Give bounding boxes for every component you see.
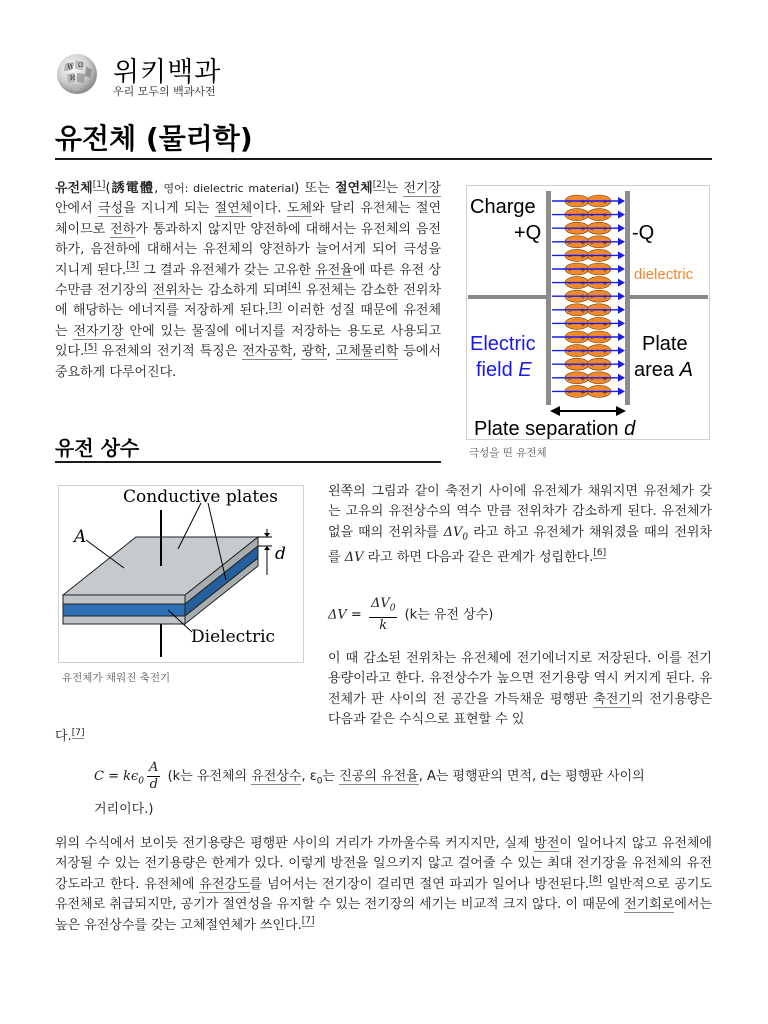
link-optics[interactable]: 광학	[301, 344, 327, 360]
svg-text:–: –	[568, 211, 572, 220]
ref-4[interactable]: [4]	[288, 281, 301, 292]
svg-text:+: +	[602, 238, 608, 247]
label-charge: Charge	[470, 196, 536, 218]
ref-6[interactable]: [6]	[593, 548, 607, 559]
equation-voltage: ΔV = $\frac{\Delta V_0}{k}$ (k는 유전 상수)	[328, 596, 494, 633]
svg-text:+: +	[602, 347, 608, 356]
svg-text:+: +	[580, 225, 586, 234]
svg-text:+: +	[602, 198, 608, 206]
link-solid-state-physics[interactable]: 고체물리학	[335, 344, 399, 360]
svg-text:+: +	[602, 334, 608, 342]
svg-text:Ω: Ω	[78, 62, 83, 69]
link-conductor[interactable]: 도체	[286, 201, 312, 217]
title-divider	[55, 158, 712, 160]
wikipedia-globe-icon	[55, 52, 99, 96]
connector-text: 또는	[304, 181, 330, 196]
equation-capacitance: $C = k\epsilon_0$ $\frac{A}{d}$ (k는 유전체의 유전상수, $\varepsilon_0$는 진공의 유전율, A는 평행판의 면적, d는 평행판 사이의	[94, 760, 645, 792]
label-field: field E	[476, 359, 532, 381]
link-capacitor[interactable]: 축전기	[593, 691, 632, 707]
dielectric-constant-paragraph: 왼쪽의 그림과 같이 축전기 사이에 유전체가 채워지면 유전체가 갖는 고유의 유전상수의 역수 만큼 전위차가 감소하게 된다. 유전체가 없을 때의 전위차를 $\Delta V_0$ 라고 하고 유전체가 채워졌을 때의 전위차를 ΔV 라고 하면 다음과 같은 관계가 성립한다.[6]	[328, 484, 712, 565]
hanja-term: 誘電體	[110, 181, 155, 196]
eq2-epsilon: , ε	[301, 769, 317, 784]
svg-text:–: –	[568, 238, 572, 247]
label-conductive-plates: Conductive plates	[123, 487, 278, 507]
svg-text:+: +	[580, 306, 586, 315]
svg-text:–: –	[568, 320, 572, 329]
svg-text:–: –	[590, 388, 594, 397]
svg-text:–: –	[590, 320, 594, 329]
svg-text:+: +	[580, 374, 586, 383]
svg-text:–: –	[590, 266, 594, 274]
svg-text:–: –	[568, 198, 572, 206]
ref-7b[interactable]: [7]	[301, 916, 315, 927]
svg-text:–: –	[590, 225, 594, 234]
site-tagline: 우리 모두의 백과사전	[113, 85, 216, 98]
svg-text:–: –	[590, 374, 594, 383]
label-plus-q: +Q	[514, 222, 542, 244]
label-area: area A	[634, 359, 693, 381]
link-electric-circuit[interactable]: 전기회로	[624, 897, 675, 913]
svg-text:–: –	[568, 279, 572, 288]
term-insulator: 절연체	[335, 181, 373, 196]
svg-text:+: +	[580, 388, 586, 397]
svg-text:+: +	[580, 320, 586, 329]
svg-text:W: W	[67, 63, 75, 71]
svg-text:+: +	[580, 198, 586, 206]
svg-text:+: +	[602, 374, 608, 383]
equation1-note: (k는 유전 상수)	[404, 607, 494, 623]
link-insulator[interactable]: 절연체	[214, 201, 253, 217]
link-dielectric-constant[interactable]: 유전상수	[251, 769, 302, 784]
figure1-caption: 극성을 띤 유전체	[469, 447, 547, 459]
svg-text:+: +	[602, 361, 608, 370]
section-divider	[55, 461, 441, 463]
svg-text:–: –	[590, 334, 594, 342]
eq2-mid: 는	[322, 769, 336, 784]
ref-2[interactable]: [2]	[372, 179, 386, 190]
svg-text:+: +	[580, 293, 586, 302]
svg-text:+: +	[580, 334, 586, 342]
breakdown-paragraph: 위의 수식에서 보이듯 전기용량은 평행판 사이의 거리가 가까울수록 커지지만, 실제 방전이 일어나지 않고 유전체에 저장될 수 있는 전기용량은 한계가 있다. 이렇게 방전을 일으키지 않고 걸어줄 수 있는 최대 전기장을 유전체의 유전 강도라고 한다. 유전체에 유전강도를 넘어서는 전기장이 걸리면 절연 파괴가 일어나 방전된다.[8] 일반적으로 공기도 유전체로 취급되지만, 공기가 절연성을 유지할 수 있는 전기장의 세기는 비교적 크지 않다. 이 때문에 전기회로에서는 높은 유전상수를 갖는 고체절연체가 쓰인다.[7]	[55, 836, 712, 933]
svg-text:–: –	[568, 293, 572, 302]
ref-7[interactable]: [7]	[71, 727, 85, 738]
equation-capacitance-tail: 거리이다.)	[94, 802, 154, 817]
svg-text:+: +	[580, 238, 586, 247]
label-electric: Electric	[470, 333, 536, 355]
ref-3b[interactable]: [3]	[268, 302, 282, 313]
svg-text:+: +	[580, 266, 586, 274]
link-potential-difference[interactable]: 전위차	[152, 283, 191, 299]
svg-text:+: +	[602, 279, 608, 288]
link-polarity[interactable]: 극성	[98, 201, 124, 217]
svg-text:+: +	[602, 225, 608, 234]
svg-text:+: +	[580, 211, 586, 220]
link-discharge[interactable]: 방전	[534, 836, 560, 851]
svg-text:–: –	[590, 347, 594, 356]
svg-text:–: –	[568, 306, 572, 315]
svg-text:–: –	[568, 266, 572, 274]
svg-text:–: –	[590, 361, 594, 370]
eq2-rest: , A는 평행판의 면적, d는 평행판 사이의	[418, 769, 645, 784]
capacitance-paragraph-end: 다.[7]	[55, 727, 85, 744]
svg-text:+: +	[580, 361, 586, 370]
svg-text:+: +	[602, 320, 608, 329]
site-logo[interactable]	[55, 50, 255, 102]
svg-text:–: –	[568, 252, 572, 261]
link-permittivity[interactable]: 유전율	[315, 262, 353, 278]
label-distance-d: d	[275, 544, 286, 564]
svg-text:+: +	[602, 266, 608, 274]
term-dielectric: 유전체	[55, 181, 93, 196]
svg-text:–: –	[568, 334, 572, 342]
svg-text:–: –	[568, 361, 572, 370]
ref-3[interactable]: [3]	[126, 261, 139, 272]
svg-text:–: –	[590, 293, 594, 302]
lang-note: 영어: dielectric material	[163, 182, 295, 195]
svg-text:–: –	[568, 225, 572, 234]
link-electric-field[interactable]: 전기장	[403, 181, 441, 196]
figure2-caption: 유전체가 채워진 축전기	[62, 672, 171, 684]
svg-text:И: И	[70, 75, 76, 82]
capacitance-paragraph: 이 때 감소된 전위차는 유전체에 전기에너지로 저장된다. 이를 전기용량이라고 한다. 유전상수가 높으면 전기용량 역시 커지게 된다. 유전체가 판 사이의 전 공간을 가득채운 평행판 축전기의 전기용량은 다음과 같은 수식으로 표현할 수 있	[328, 651, 712, 728]
svg-text:+: +	[580, 347, 586, 356]
ref-1[interactable]: [1]	[92, 179, 106, 190]
label-dielectric-layer: Dielectric	[191, 627, 276, 647]
link-vacuum-permittivity[interactable]: 진공의 유전율	[339, 769, 419, 784]
link-dielectric-strength[interactable]: 유전강도	[199, 876, 250, 892]
label-dielectric: dielectric	[634, 266, 694, 283]
svg-text:–: –	[590, 198, 594, 206]
label-area-a: A	[74, 527, 87, 547]
svg-text:–: –	[568, 347, 572, 356]
intro-paragraph: 유전체[1](誘電體, 영어: dielectric material) 또는 절연체[2]는 전기장 안에서 극성을 지니게 되는 절연체이다. 도체와 달리 유전체는 절연체이므로 전하가 통과하지 않지만 양전하에 대해서는 유전체의 음전하가, 음전하에 대해서는 유전체의 양전하가 늘어서게 되어 극성을 지니게 된다.[3] 그 결과 유전체가 갖는 고유한 유전율에 따른 유전 상수만큼 전기장의 전위차는 감소하게 되며[4] 유전체는 감소한 전위차에 해당하는 에너지를 저장하게 된다.[3] 이러한 성질 때문에 유전체는 전자기장 안에 있는 물질에 에너지를 저장하는 용도로 사용되고 있다.[5] 유전체의 전기적 특징은 전자공학, 광학, 고체물리학 등에서 중요하게 다루어진다.	[55, 179, 442, 380]
svg-text:+: +	[580, 252, 586, 261]
svg-text:+: +	[602, 293, 608, 302]
svg-text:+: +	[580, 279, 586, 288]
page-title: 유전체 (물리학)	[55, 122, 253, 155]
section-heading: 유전 상수	[55, 436, 140, 460]
figure-polarized-dielectric[interactable]	[466, 185, 710, 440]
eq2-note-start: (k는 유전체의	[167, 769, 248, 784]
eq2-epsilon-sub: 0	[316, 776, 323, 787]
svg-text:–: –	[590, 238, 594, 247]
link-electrical-engineering[interactable]: 전자공학	[242, 344, 293, 360]
svg-text:–: –	[590, 279, 594, 288]
label-minus-q: -Q	[632, 222, 655, 244]
link-charge[interactable]: 전하	[110, 221, 136, 237]
link-field-energy[interactable]: 전자기장	[73, 323, 124, 339]
ref-8[interactable]: [8]	[589, 875, 602, 886]
svg-text:+: +	[602, 306, 608, 315]
svg-text:+: +	[602, 388, 608, 397]
svg-text:–: –	[590, 306, 594, 315]
svg-text:–: –	[568, 388, 572, 397]
svg-text:–: –	[590, 252, 594, 261]
svg-text:+: +	[602, 211, 608, 220]
label-plate-separation: Plate separation d	[474, 418, 636, 440]
figure-capacitor[interactable]	[58, 485, 304, 663]
label-plate: Plate	[642, 333, 688, 355]
svg-text:+: +	[602, 252, 608, 261]
svg-text:–: –	[568, 374, 572, 383]
svg-text:–: –	[590, 211, 594, 220]
site-name: 위키백과	[113, 57, 222, 88]
ref-5[interactable]: [5]	[84, 342, 97, 353]
